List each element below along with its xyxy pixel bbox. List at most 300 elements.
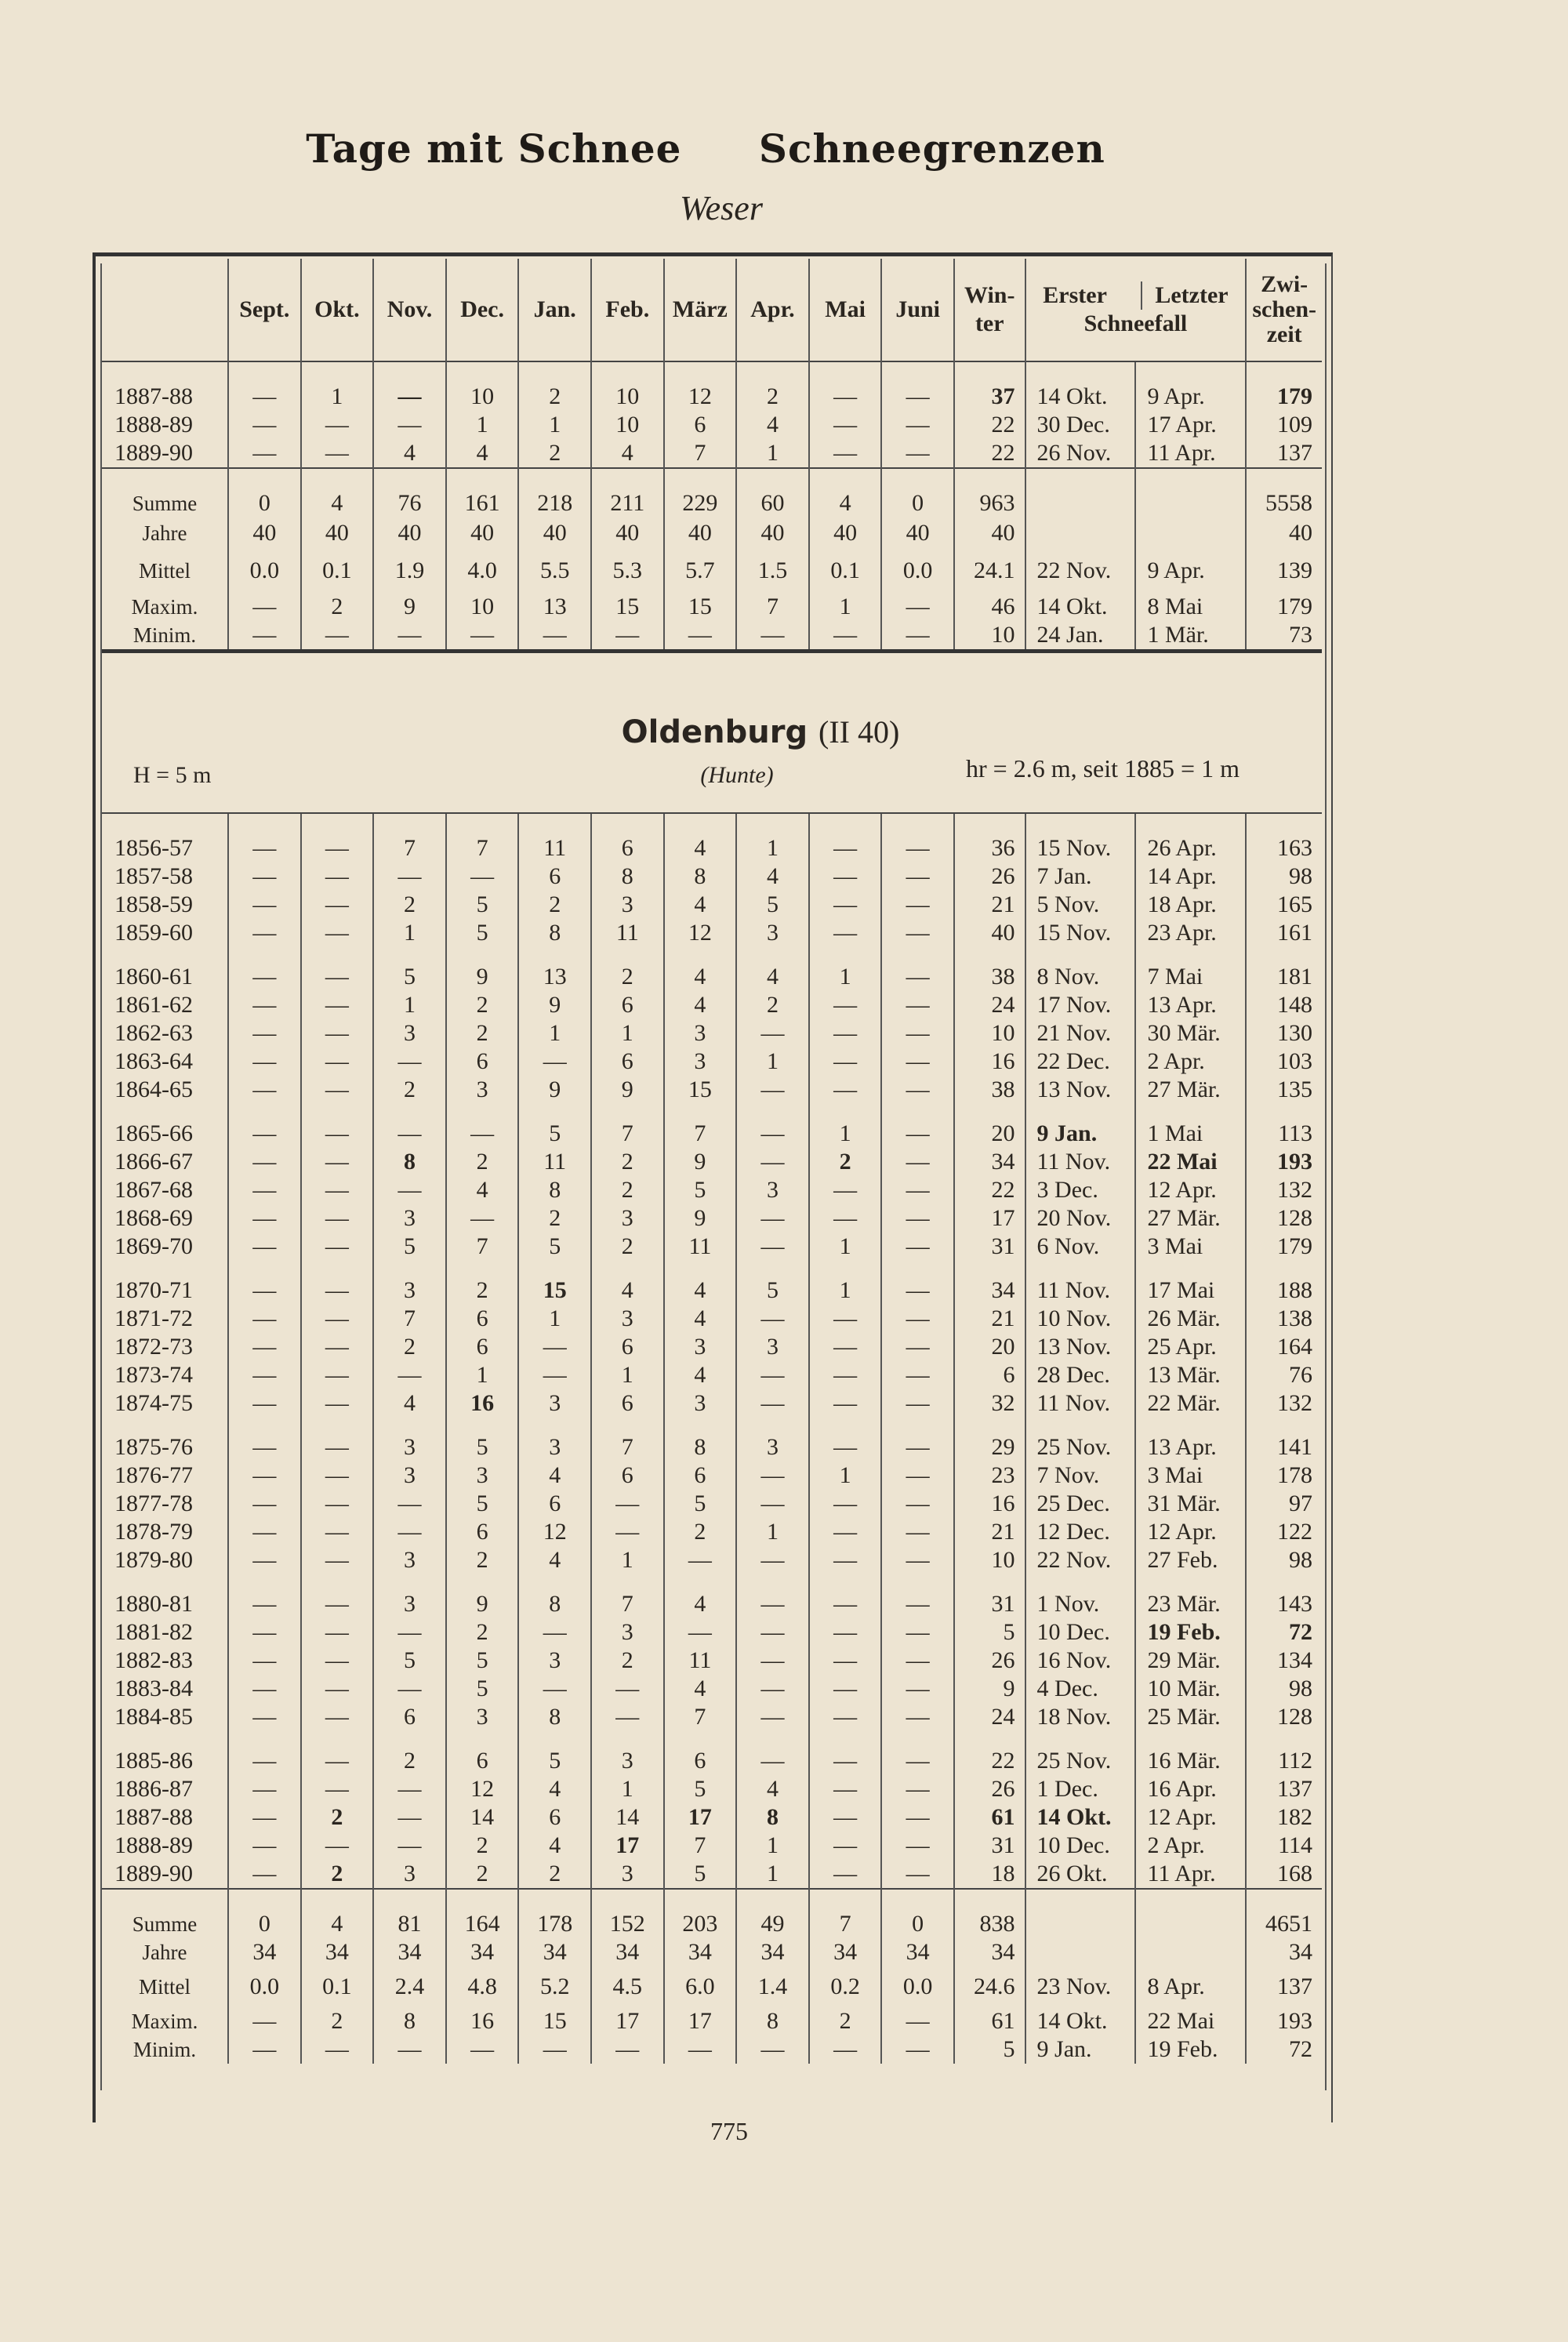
table-cell: 40 (518, 517, 591, 549)
table-row (102, 383, 1322, 411)
table-cell (1025, 1938, 1136, 1966)
table-cell: — (228, 1747, 301, 1775)
header-winter: Win- ter (954, 259, 1025, 361)
table-cell: 40 (373, 517, 446, 549)
table-cell: 2 (301, 1803, 374, 1832)
table-cell: — (881, 1048, 954, 1076)
table-cell: — (736, 1675, 809, 1703)
table-cell: — (373, 862, 446, 891)
year-label: 1886-87 (114, 1776, 193, 1802)
table-cell: 23 Mär. (1135, 1590, 1246, 1618)
table-cell: 7 (664, 439, 737, 468)
table-cell: 21 (954, 1305, 1025, 1333)
table-cell: — (809, 1076, 882, 1104)
table-cell: 10 Nov. (1025, 1305, 1136, 1333)
header-nov: Nov. (373, 259, 446, 361)
table-cell: 15 (518, 2007, 591, 2035)
table-cell: 161 (446, 489, 519, 517)
table-cell: — (664, 1618, 737, 1647)
table-cell: 2 (591, 1647, 664, 1675)
table-cell: 2 (518, 439, 591, 468)
header-jan: Jan. (518, 259, 591, 361)
table-cell: 24.1 (954, 549, 1025, 593)
table-cell: 25 Mär. (1135, 1703, 1246, 1731)
table-cell: 1.4 (736, 1966, 809, 2007)
table-cell: 2 (301, 2007, 374, 2035)
table-cell: 4 (664, 1276, 737, 1305)
table-cell: 7 (591, 1120, 664, 1148)
table-cell: 163 (1246, 834, 1322, 862)
table-cell: 211 (591, 489, 664, 517)
table-cell: 24.6 (954, 1966, 1025, 2007)
table-cell: 12 Dec. (1025, 1518, 1136, 1546)
table-row (102, 1176, 1322, 1204)
year-label: 1887-88 (114, 1804, 193, 1830)
year-label: 1861-62 (114, 992, 193, 1018)
table-cell: 8 (518, 1590, 591, 1618)
table-cell: 130 (1246, 1019, 1322, 1048)
table-cell: 16 Apr. (1135, 1775, 1246, 1803)
table-cell: 40 (881, 517, 954, 549)
table-cell: 40 (228, 517, 301, 549)
table-cell: — (881, 1076, 954, 1104)
table-cell: 11 (664, 1233, 737, 1261)
table-cell: 1 (809, 593, 882, 621)
header-maerz: März (664, 259, 737, 361)
year-label: 1873-74 (114, 1362, 193, 1388)
table-cell: 5 (446, 1490, 519, 1518)
table-cell: 22 (954, 1747, 1025, 1775)
table-cell: 2 (736, 991, 809, 1019)
table-cell: — (446, 862, 519, 891)
table-cell: 31 (954, 1832, 1025, 1860)
table-cell: 3 (373, 1546, 446, 1574)
table-row (102, 1233, 1322, 1261)
table-cell: 4 Dec. (1025, 1675, 1136, 1703)
table-cell: — (881, 1276, 954, 1305)
page-number: 775 (710, 2117, 748, 2145)
table-cell: 17 (591, 1832, 664, 1860)
table-cell: 10 (591, 383, 664, 411)
table-cell: — (881, 1204, 954, 1233)
table-cell: 38 (954, 1076, 1025, 1104)
table-cell: 34 (1246, 1938, 1322, 1966)
table-cell: 2 (591, 1233, 664, 1261)
table-cell: 218 (518, 489, 591, 517)
table-cell: — (301, 1518, 374, 1546)
table-cell: — (736, 1305, 809, 1333)
table-row (102, 1461, 1322, 1490)
table-cell: 4 (736, 963, 809, 991)
table-cell: 23 Apr. (1135, 919, 1246, 947)
table-cell: 11 (518, 834, 591, 862)
table-cell: — (373, 621, 446, 652)
table-cell: 97 (1246, 1490, 1322, 1518)
table-cell: 8 Nov. (1025, 963, 1136, 991)
table-cell: — (881, 2035, 954, 2064)
table-cell: 0.0 (881, 549, 954, 593)
table-cell: 11 Apr. (1135, 1860, 1246, 1889)
table-cell: — (881, 1860, 954, 1889)
table-cell: — (809, 1518, 882, 1546)
table-cell: 0 (881, 489, 954, 517)
header-erster: Erster (1043, 282, 1107, 308)
table-cell: — (301, 1590, 374, 1618)
table-row (102, 1703, 1322, 1731)
table-cell: — (228, 1276, 301, 1305)
table-cell: 3 (518, 1647, 591, 1675)
table-cell: 10 (954, 1546, 1025, 1574)
table-cell: — (881, 621, 954, 652)
table-cell: 26 (954, 1775, 1025, 1803)
table-cell: 1 (736, 1832, 809, 1860)
table-cell: 0 (228, 489, 301, 517)
table-cell: — (736, 1389, 809, 1418)
table-row (102, 1860, 1322, 1889)
table-cell: 34 (736, 1938, 809, 1966)
year-label: 1888-89 (114, 1832, 193, 1858)
table-cell: 27 Mär. (1135, 1204, 1246, 1233)
table-cell: 193 (1246, 1148, 1322, 1176)
table-cell: — (736, 1076, 809, 1104)
table-cell: 6 (591, 1389, 664, 1418)
table-cell: 5 (373, 1647, 446, 1675)
header-schneefall: Schneefall (1083, 310, 1188, 336)
table-cell: 6 (518, 1490, 591, 1518)
table-cell: 2 (373, 1076, 446, 1104)
table-cell: 3 (736, 1433, 809, 1461)
table-cell: 40 (736, 517, 809, 549)
year-label: 1857-58 (114, 863, 193, 889)
table-cell: — (881, 963, 954, 991)
table-cell: 3 (518, 1433, 591, 1461)
table-cell: — (228, 1019, 301, 1048)
table-cell: 137 (1246, 1775, 1322, 1803)
table-cell: — (809, 919, 882, 947)
table-cell: — (228, 1048, 301, 1076)
table-cell: — (809, 1546, 882, 1574)
table-cell: 2 (446, 1618, 519, 1647)
table-cell: — (301, 1361, 374, 1389)
table-cell: 27 Feb. (1135, 1546, 1246, 1574)
table-cell: 9 (373, 593, 446, 621)
table-cell: 2.4 (373, 1966, 446, 2007)
table-cell: 141 (1246, 1433, 1322, 1461)
table-cell: 15 (664, 1076, 737, 1104)
table-cell: 19 Feb. (1135, 2035, 1246, 2064)
table-cell: — (373, 383, 446, 411)
table-cell: — (881, 834, 954, 862)
table-cell: 1 (736, 1860, 809, 1889)
table-cell: 32 (954, 1389, 1025, 1418)
table-cell: 7 Nov. (1025, 1461, 1136, 1490)
table-cell (1025, 1910, 1136, 1938)
table-cell: — (881, 1176, 954, 1204)
table-cell: — (736, 1148, 809, 1176)
table-cell: 4 (664, 991, 737, 1019)
table-cell: 2 Apr. (1135, 1048, 1246, 1076)
table-cell: 20 (954, 1333, 1025, 1361)
table-cell: — (301, 1647, 374, 1675)
table-cell: — (301, 991, 374, 1019)
table-cell: 37 (954, 383, 1025, 411)
header-feb: Feb. (591, 259, 664, 361)
table-cell: — (373, 411, 446, 439)
table-cell: 11 Nov. (1025, 1389, 1136, 1418)
header-dec: Dec. (446, 259, 519, 361)
table-cell (1135, 517, 1246, 549)
table-cell: 38 (954, 963, 1025, 991)
summary-label: Summe (132, 492, 198, 515)
table-cell: 5 (664, 1860, 737, 1889)
table-cell: 2 (446, 1276, 519, 1305)
table-cell: 98 (1246, 1675, 1322, 1703)
table-cell: 0.1 (301, 1966, 374, 2007)
table-cell: — (301, 1333, 374, 1361)
table-cell: 4 (664, 1305, 737, 1333)
table-cell (1135, 1938, 1246, 1966)
table-cell: 9 (591, 1076, 664, 1104)
table-cell: — (881, 1305, 954, 1333)
table-cell: — (591, 1675, 664, 1703)
table-cell: — (881, 1803, 954, 1832)
table-cell: 21 Nov. (1025, 1019, 1136, 1048)
table-cell: — (881, 1148, 954, 1176)
table-cell: — (881, 1120, 954, 1148)
table-cell: 11 Nov. (1025, 1276, 1136, 1305)
table-cell: 1 (591, 1775, 664, 1803)
table-row (102, 1204, 1322, 1233)
table-cell: 14 Okt. (1025, 383, 1136, 411)
summary-row (102, 1910, 1322, 1938)
table-cell: 1 (446, 1361, 519, 1389)
table-cell: — (881, 1333, 954, 1361)
table-cell: 4 (736, 862, 809, 891)
table-cell: 2 (373, 891, 446, 919)
table-cell: — (736, 1120, 809, 1148)
table-cell: 34 (881, 1938, 954, 1966)
table-cell: 73 (1246, 621, 1322, 652)
table-cell: 34 (301, 1938, 374, 1966)
table-cell: 34 (518, 1938, 591, 1966)
table-cell: — (809, 1305, 882, 1333)
table-row (102, 1518, 1322, 1546)
table-cell: 40 (1246, 517, 1322, 549)
table-cell: 9 Apr. (1135, 549, 1246, 593)
table-cell: — (228, 1703, 301, 1731)
oldenburg-table (102, 812, 1322, 2064)
table-cell: — (736, 1204, 809, 1233)
table-cell: 148 (1246, 991, 1322, 1019)
table-cell: 7 (664, 1703, 737, 1731)
table-cell: — (809, 1747, 882, 1775)
table-cell: 4 (664, 1590, 737, 1618)
summary-label: Mittel (139, 1975, 191, 1999)
table-cell: — (881, 1461, 954, 1490)
year-label: 1882-83 (114, 1647, 193, 1673)
table-cell: — (228, 1176, 301, 1204)
table-cell: 3 (373, 1590, 446, 1618)
table-cell: 13 (518, 963, 591, 991)
table-cell: 16 Nov. (1025, 1647, 1136, 1675)
table-cell: 2 (373, 1747, 446, 1775)
table-cell: 4 (736, 1775, 809, 1803)
table-cell: 3 (446, 1461, 519, 1490)
table-cell: 5 (518, 1233, 591, 1261)
table-cell: 6 (954, 1361, 1025, 1389)
table-cell: 4 (664, 1361, 737, 1389)
title-left: Tage mit Schnee (306, 125, 682, 172)
table-cell: 5 (518, 1747, 591, 1775)
table-cell: 9 (518, 1076, 591, 1104)
table-cell: — (809, 1176, 882, 1204)
table-cell: 10 (446, 383, 519, 411)
table-cell: 4 (664, 963, 737, 991)
table-cell: 3 (591, 1305, 664, 1333)
year-label: 1876-77 (114, 1462, 193, 1488)
table-cell: 17 (591, 2007, 664, 2035)
table-cell: — (881, 1433, 954, 1461)
table-cell: 4.8 (446, 1966, 519, 2007)
table-cell: 3 (591, 1618, 664, 1647)
table-cell: — (301, 1490, 374, 1518)
table-cell: — (809, 1618, 882, 1647)
table-cell: — (301, 919, 374, 947)
table-cell: 1 (809, 963, 882, 991)
year-label: 1862-63 (114, 1020, 193, 1046)
table-cell: — (881, 1775, 954, 1803)
table-cell: 1 (518, 1305, 591, 1333)
table-cell: — (881, 991, 954, 1019)
table-cell: 13 Nov. (1025, 1076, 1136, 1104)
table-cell: — (736, 1490, 809, 1518)
summary-row (102, 621, 1322, 652)
table-row (102, 411, 1322, 439)
table-cell: — (518, 2035, 591, 2064)
table-cell: — (809, 891, 882, 919)
table-cell: 36 (954, 834, 1025, 862)
table-cell: 5 (664, 1176, 737, 1204)
table-cell: 15 (518, 1276, 591, 1305)
table-row (102, 1276, 1322, 1305)
table-cell: 2 (736, 383, 809, 411)
table-cell: — (228, 1461, 301, 1490)
table-cell: — (228, 1803, 301, 1832)
table-cell: — (809, 1590, 882, 1618)
table-cell: 1 (809, 1461, 882, 1490)
table-cell: 2 (518, 1860, 591, 1889)
table-cell: 61 (954, 2007, 1025, 2035)
table-cell: 8 Apr. (1135, 1966, 1246, 2007)
table-cell: 8 (373, 1148, 446, 1176)
table-cell: 13 Apr. (1135, 991, 1246, 1019)
header-sept: Sept. (228, 259, 301, 361)
table-cell: 81 (373, 1910, 446, 1938)
table-cell: 9 Apr. (1135, 383, 1246, 411)
year-label: 1889-90 (114, 440, 193, 466)
table-cell: 13 (518, 593, 591, 621)
table-cell: 13 Nov. (1025, 1333, 1136, 1361)
table-cell: 24 Jan. (1025, 621, 1136, 652)
table-cell: — (809, 621, 882, 652)
table-cell: — (301, 1433, 374, 1461)
table-cell: 4 (664, 1675, 737, 1703)
table-cell: — (881, 2007, 954, 2035)
table-cell: 3 (373, 1276, 446, 1305)
table-cell: 1 (809, 1276, 882, 1305)
table-cell: 4 (518, 1775, 591, 1803)
table-cell: — (809, 991, 882, 1019)
year-label: 1865-66 (114, 1120, 193, 1146)
table-row (102, 1076, 1322, 1104)
table-cell: 5 (736, 1276, 809, 1305)
table-cell: 6 (446, 1333, 519, 1361)
table-cell: 4 (591, 1276, 664, 1305)
table-cell: — (736, 1590, 809, 1618)
table-cell: 18 Nov. (1025, 1703, 1136, 1731)
table-cell: 6 (446, 1048, 519, 1076)
table-cell: — (446, 1204, 519, 1233)
table-cell: 5 (446, 919, 519, 947)
table-cell: — (373, 1361, 446, 1389)
year-label: 1858-59 (114, 891, 193, 917)
table-cell: 11 Apr. (1135, 439, 1246, 468)
table-cell: 31 (954, 1233, 1025, 1261)
table-cell: 1 (373, 919, 446, 947)
table-row (102, 1433, 1322, 1461)
table-cell: 179 (1246, 383, 1322, 411)
year-label: 1872-73 (114, 1334, 193, 1360)
table-cell: 109 (1246, 411, 1322, 439)
table-cell: 16 (954, 1048, 1025, 1076)
table-cell: 4 (664, 834, 737, 862)
table-cell: — (809, 383, 882, 411)
table-cell: 7 (809, 1910, 882, 1938)
table-cell: — (228, 1590, 301, 1618)
year-label: 1871-72 (114, 1305, 193, 1331)
table-cell: 6 (446, 1305, 519, 1333)
table-row (102, 1148, 1322, 1176)
table-cell: 1 (518, 1019, 591, 1048)
table-row (102, 891, 1322, 919)
table-cell: — (228, 834, 301, 862)
table-cell: 28 Dec. (1025, 1361, 1136, 1389)
table-cell: — (228, 1333, 301, 1361)
table-cell: 2 (446, 1860, 519, 1889)
table-cell: 6 (518, 1803, 591, 1832)
table-cell: 4 (736, 411, 809, 439)
table-cell: 5.2 (518, 1966, 591, 2007)
table-cell: — (228, 1490, 301, 1518)
summary-label: Maxim. (131, 595, 198, 619)
table-cell: 4 (591, 439, 664, 468)
header-zwischenzeit: Zwi- schen- zeit (1246, 259, 1322, 361)
table-cell: — (301, 439, 374, 468)
table-cell: 49 (736, 1910, 809, 1938)
table-cell: 963 (954, 489, 1025, 517)
year-label: 1860-61 (114, 964, 193, 989)
table-cell: 1 Mai (1135, 1120, 1246, 1148)
table-cell: — (301, 1148, 374, 1176)
table-cell: — (228, 1233, 301, 1261)
table-cell: 5 (373, 963, 446, 991)
year-label: 1867-68 (114, 1177, 193, 1203)
table-cell: — (373, 1618, 446, 1647)
year-label: 1887-88 (114, 383, 193, 409)
table-cell: 203 (664, 1910, 737, 1938)
table-cell: 0.0 (228, 549, 301, 593)
table-cell: — (809, 1019, 882, 1048)
